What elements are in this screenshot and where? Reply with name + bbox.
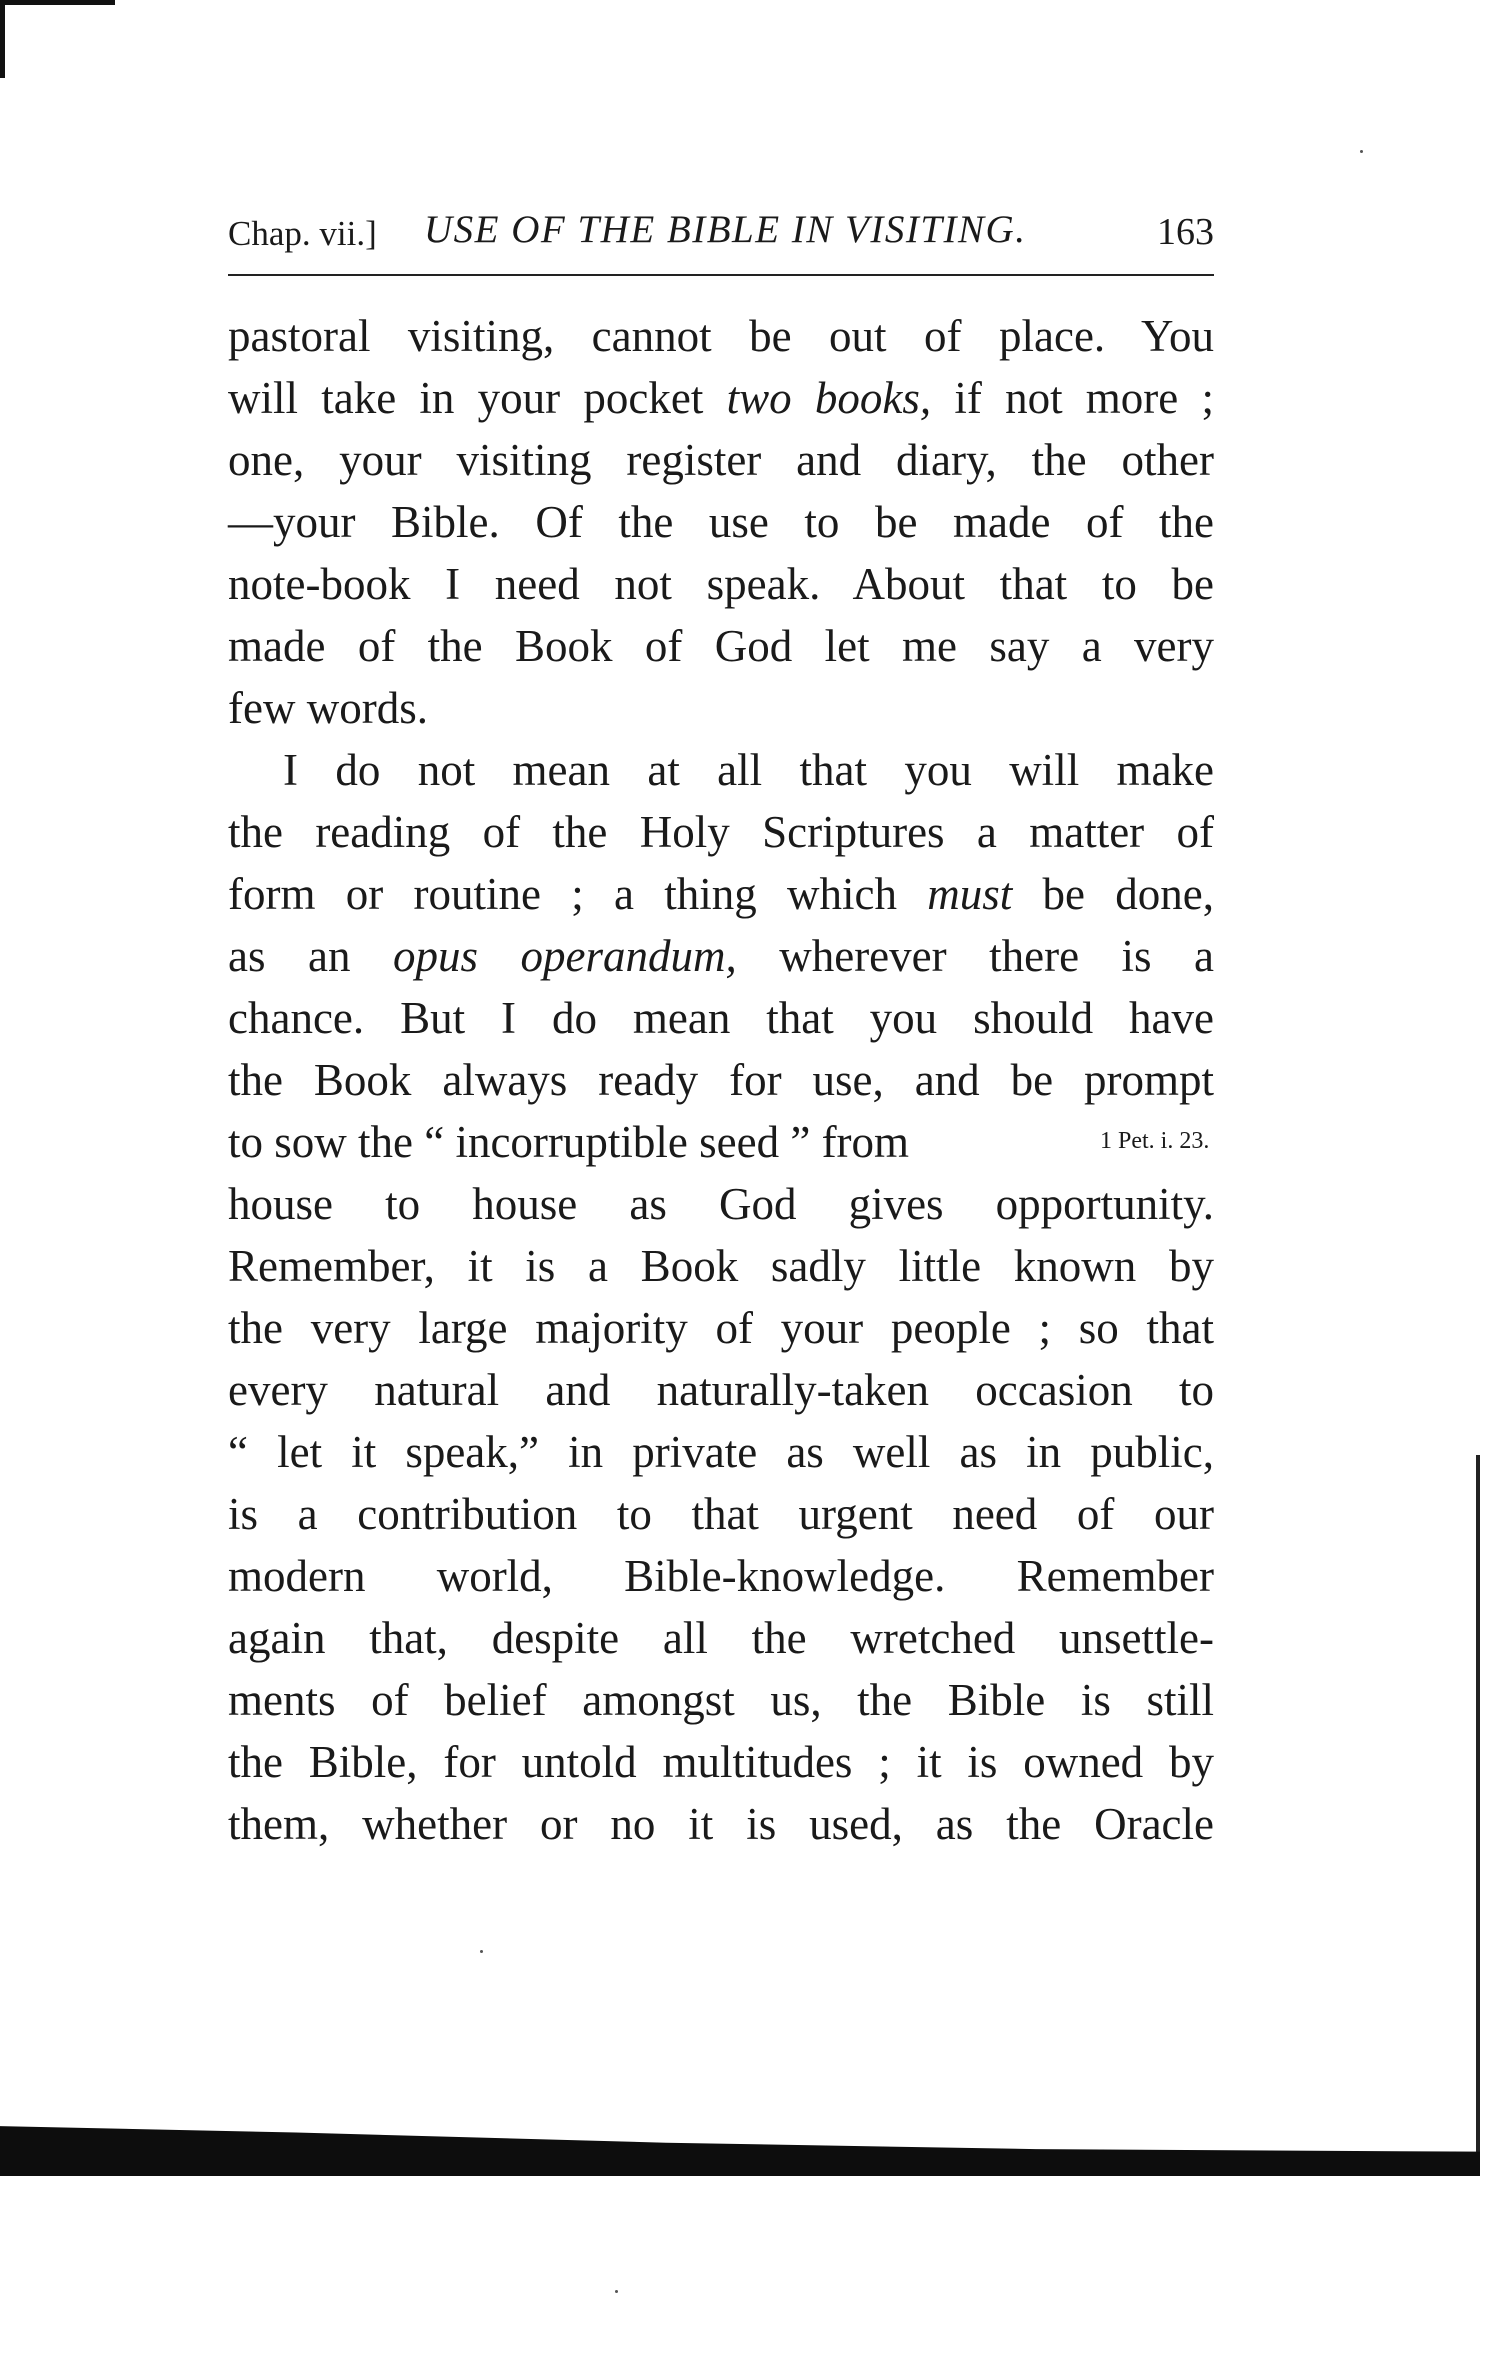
text-line: made of the Book of God let me say a very	[228, 621, 1214, 671]
text-line	[228, 367, 1214, 429]
running-title: USE OF THE BIBLE IN VISITING.	[424, 208, 1027, 251]
page-number: 163	[1157, 211, 1214, 253]
scan-speck	[615, 2290, 618, 2293]
text-line: the reading of the Holy Scriptures a matter of	[228, 807, 1214, 857]
text-line: modern world, Bible-knowledge. Remember	[228, 1551, 1214, 1601]
text-line: one, your visiting register and diary, the other	[228, 435, 1214, 485]
text-line: the Book always ready for use, and be prompt	[228, 1055, 1214, 1105]
scan-speck	[1360, 150, 1363, 153]
text-line: every natural and naturally-taken occasion to	[228, 1365, 1214, 1415]
text-segment: be done,	[1042, 869, 1214, 919]
text-segment: as an	[228, 931, 351, 981]
chapter-label: Chap. vii.]	[228, 214, 377, 253]
text-line: few words.	[228, 683, 428, 733]
text-segment: form or routine ; a thing which	[228, 869, 897, 919]
text-line: is a contribution to that urgent need of our	[228, 1489, 1214, 1539]
text-line: the very large majority of your people ; so that	[228, 1303, 1214, 1353]
italic-phrase: must	[927, 869, 1013, 919]
text-line: Remember, it is a Book sadly little known by	[228, 1241, 1214, 1291]
text-segment: wherever there is a	[779, 931, 1215, 981]
italic-phrase: two books,	[726, 373, 932, 423]
text-segment: will take in your pocket	[228, 373, 704, 423]
text-line: chance. But I do mean that you should have	[228, 993, 1214, 1043]
text-line: again that, despite all the wretched unsettle-	[228, 1613, 1214, 1663]
text-line: pastoral visiting, cannot be out of place. You	[228, 311, 1214, 361]
text-line: “ let it speak,” in private as well as in public,	[228, 1427, 1214, 1477]
header-rule	[228, 274, 1214, 276]
marginal-reference: 1 Pet. i. 23.	[1100, 1128, 1210, 1154]
scan-bottom-shadow	[0, 2112, 1480, 2176]
text-line: to sow the “ incorruptible seed ” from	[228, 1117, 910, 1167]
text-line: house to house as God gives opportunity.	[228, 1179, 1214, 1229]
text-line: ments of belief amongst us, the Bible is still	[228, 1675, 1214, 1725]
text-line: the Bible, for untold multitudes ; it is owned by	[228, 1737, 1214, 1787]
italic-phrase: opus operandum,	[392, 931, 737, 981]
scan-corner-mark-vertical	[0, 0, 5, 78]
running-head	[228, 200, 1214, 260]
text-line: them, whether or no it is used, as the Oracle	[228, 1799, 1214, 1849]
paragraph-first-line: I do not mean at all that you will make	[283, 745, 1214, 795]
body-text	[228, 305, 1214, 1855]
scan-right-edge	[1476, 1455, 1480, 2175]
scan-speck	[480, 1950, 483, 1953]
text-line: note-book I need not speak. About that to be	[228, 559, 1214, 609]
text-line	[228, 925, 1214, 987]
text-line: —your Bible. Of the use to be made of the	[228, 497, 1214, 547]
text-segment: if not more ;	[954, 373, 1215, 423]
text-line	[228, 863, 1214, 925]
scan-corner-mark-horizontal	[0, 0, 115, 5]
